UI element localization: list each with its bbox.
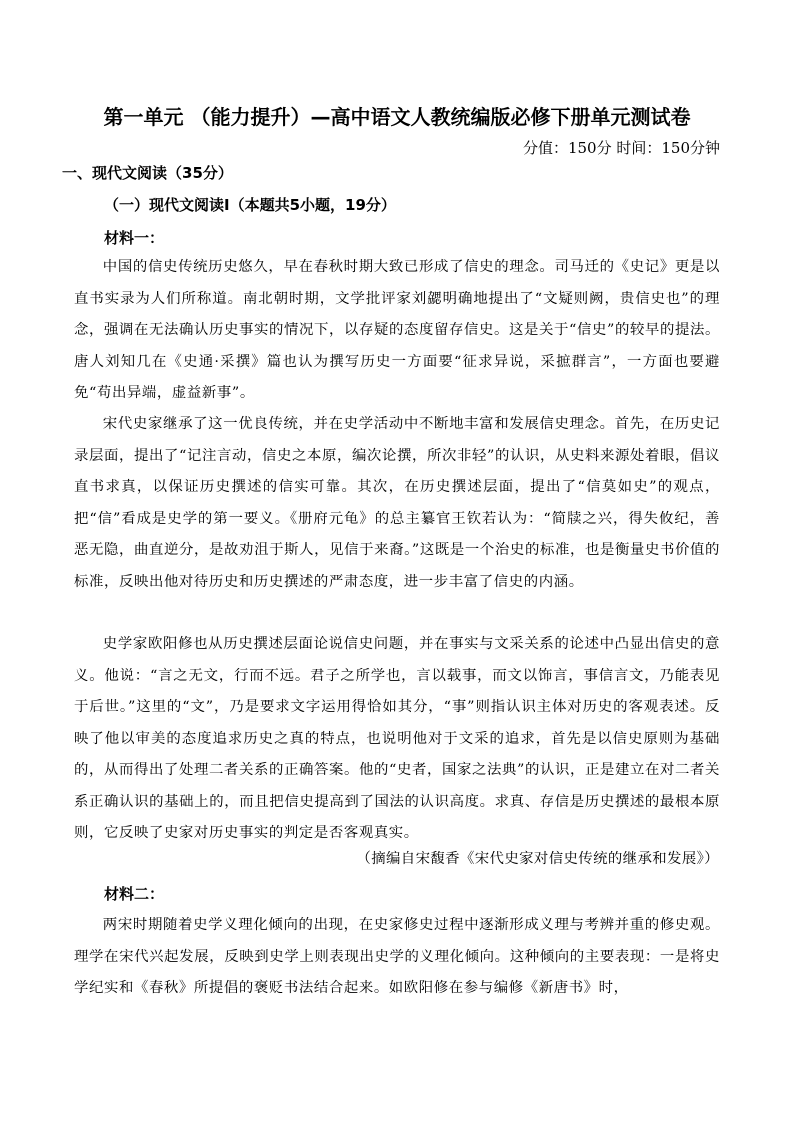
material-two-label: 材料二： — [104, 885, 165, 903]
document-title: 第一单元 （能力提升）—高中语文人教统编版必修下册单元测试卷 — [103, 105, 691, 129]
material-one-paragraph-2: 宋代史家继承了这一优良传统，并在史学活动中不断地丰富和发展信史理念。首先，在历史记录层面，提出了“记注言动，信史之本原，编次论撰，所次非轻”的认识，从史料来源处着眼，倡议直书求真，以保证历史撰述的信实可靠。其次，在历史撰述层面，提出了“信莫如史”的观点，把“信”看成是史学的第一要义。《册府元龟》的总主纂官王钦若认为：“简牍之兴，得失攸纪，善恶无隐，曲直逆分，是故劝沮于斯人，见信于来裔。”这既是一个治史的标准，也是衡量史书价值的标准，反映出他对待历史和历史撰述的严肃态度，进一步丰富了信史的内涵。 — [74, 416, 720, 590]
material-one-source: （摘编自宋馥香《宋代史家对信史传统的继承和发展》） — [356, 851, 719, 867]
material-one-paragraph-3: 史学家欧阳修也从历史撰述层面论说信史问题，并在事实与文采关系的论述中凸显出信史的意义。他说：“言之无文，行而不远。君子之所学也，言以载事，而文以饰言，事信言文，乃能表见于后世。”这里的“文”，乃是要求文字运用得恰如其分，“事”则指认识主体对历史的客观表述。反映了他以审美的态度追求历史之真的特点，也说明他对于文采的追求，首先是以信史原则为基础的，从而得出了处理二者关系的正确答案。他的“史者，国家之法典”的认识，正是建立在对二者关系正确认识的基础上的，而且把信史提高到了国法的认识高度。求真、存信是历史撰述的最根本原则，它反映了史家对历史事实的判定是否客观真实。 — [74, 636, 720, 841]
material-one-paragraph-1: 中国的信史传统历史悠久，早在春秋时期大致已形成了信史的理念。司马迁的《史记》更是以直书实录为人们所称道。南北朝时期，文学批评家刘勰明确地提出了“文疑则阙，贵信史也”的理念，强调在无法确认历史事实的情况下，以存疑的态度留存信史。这是关于“信史”的较早的提法。唐人刘知几在《史通·采撰》篇也认为撰写历史一方面要“征求异说，采摭群言”，一方面也要避免“苟出异端，虚益新事”。 — [74, 259, 720, 401]
score-time-info: 分值：150分 时间：150分钟 — [522, 139, 720, 157]
material-two-paragraph-1: 两宋时期随着史学义理化倾向的出现，在史家修史过程中逐渐形成义理与考辨并重的修史观。理学在宋代兴起发展，反映到史学上则表现出史学的义理化倾向。这种倾向的主要表现：一是将史学纪实和《春秋》所提倡的褒贬书法结合起来。如欧阳修在参与编修《新唐书》时， — [74, 917, 720, 996]
subsection-heading: （一）现代文阅读Ⅰ（本题共5小题，19分） — [104, 196, 396, 214]
material-one-label: 材料一： — [104, 229, 165, 247]
section-heading: 一、现代文阅读（35分） — [62, 164, 233, 182]
